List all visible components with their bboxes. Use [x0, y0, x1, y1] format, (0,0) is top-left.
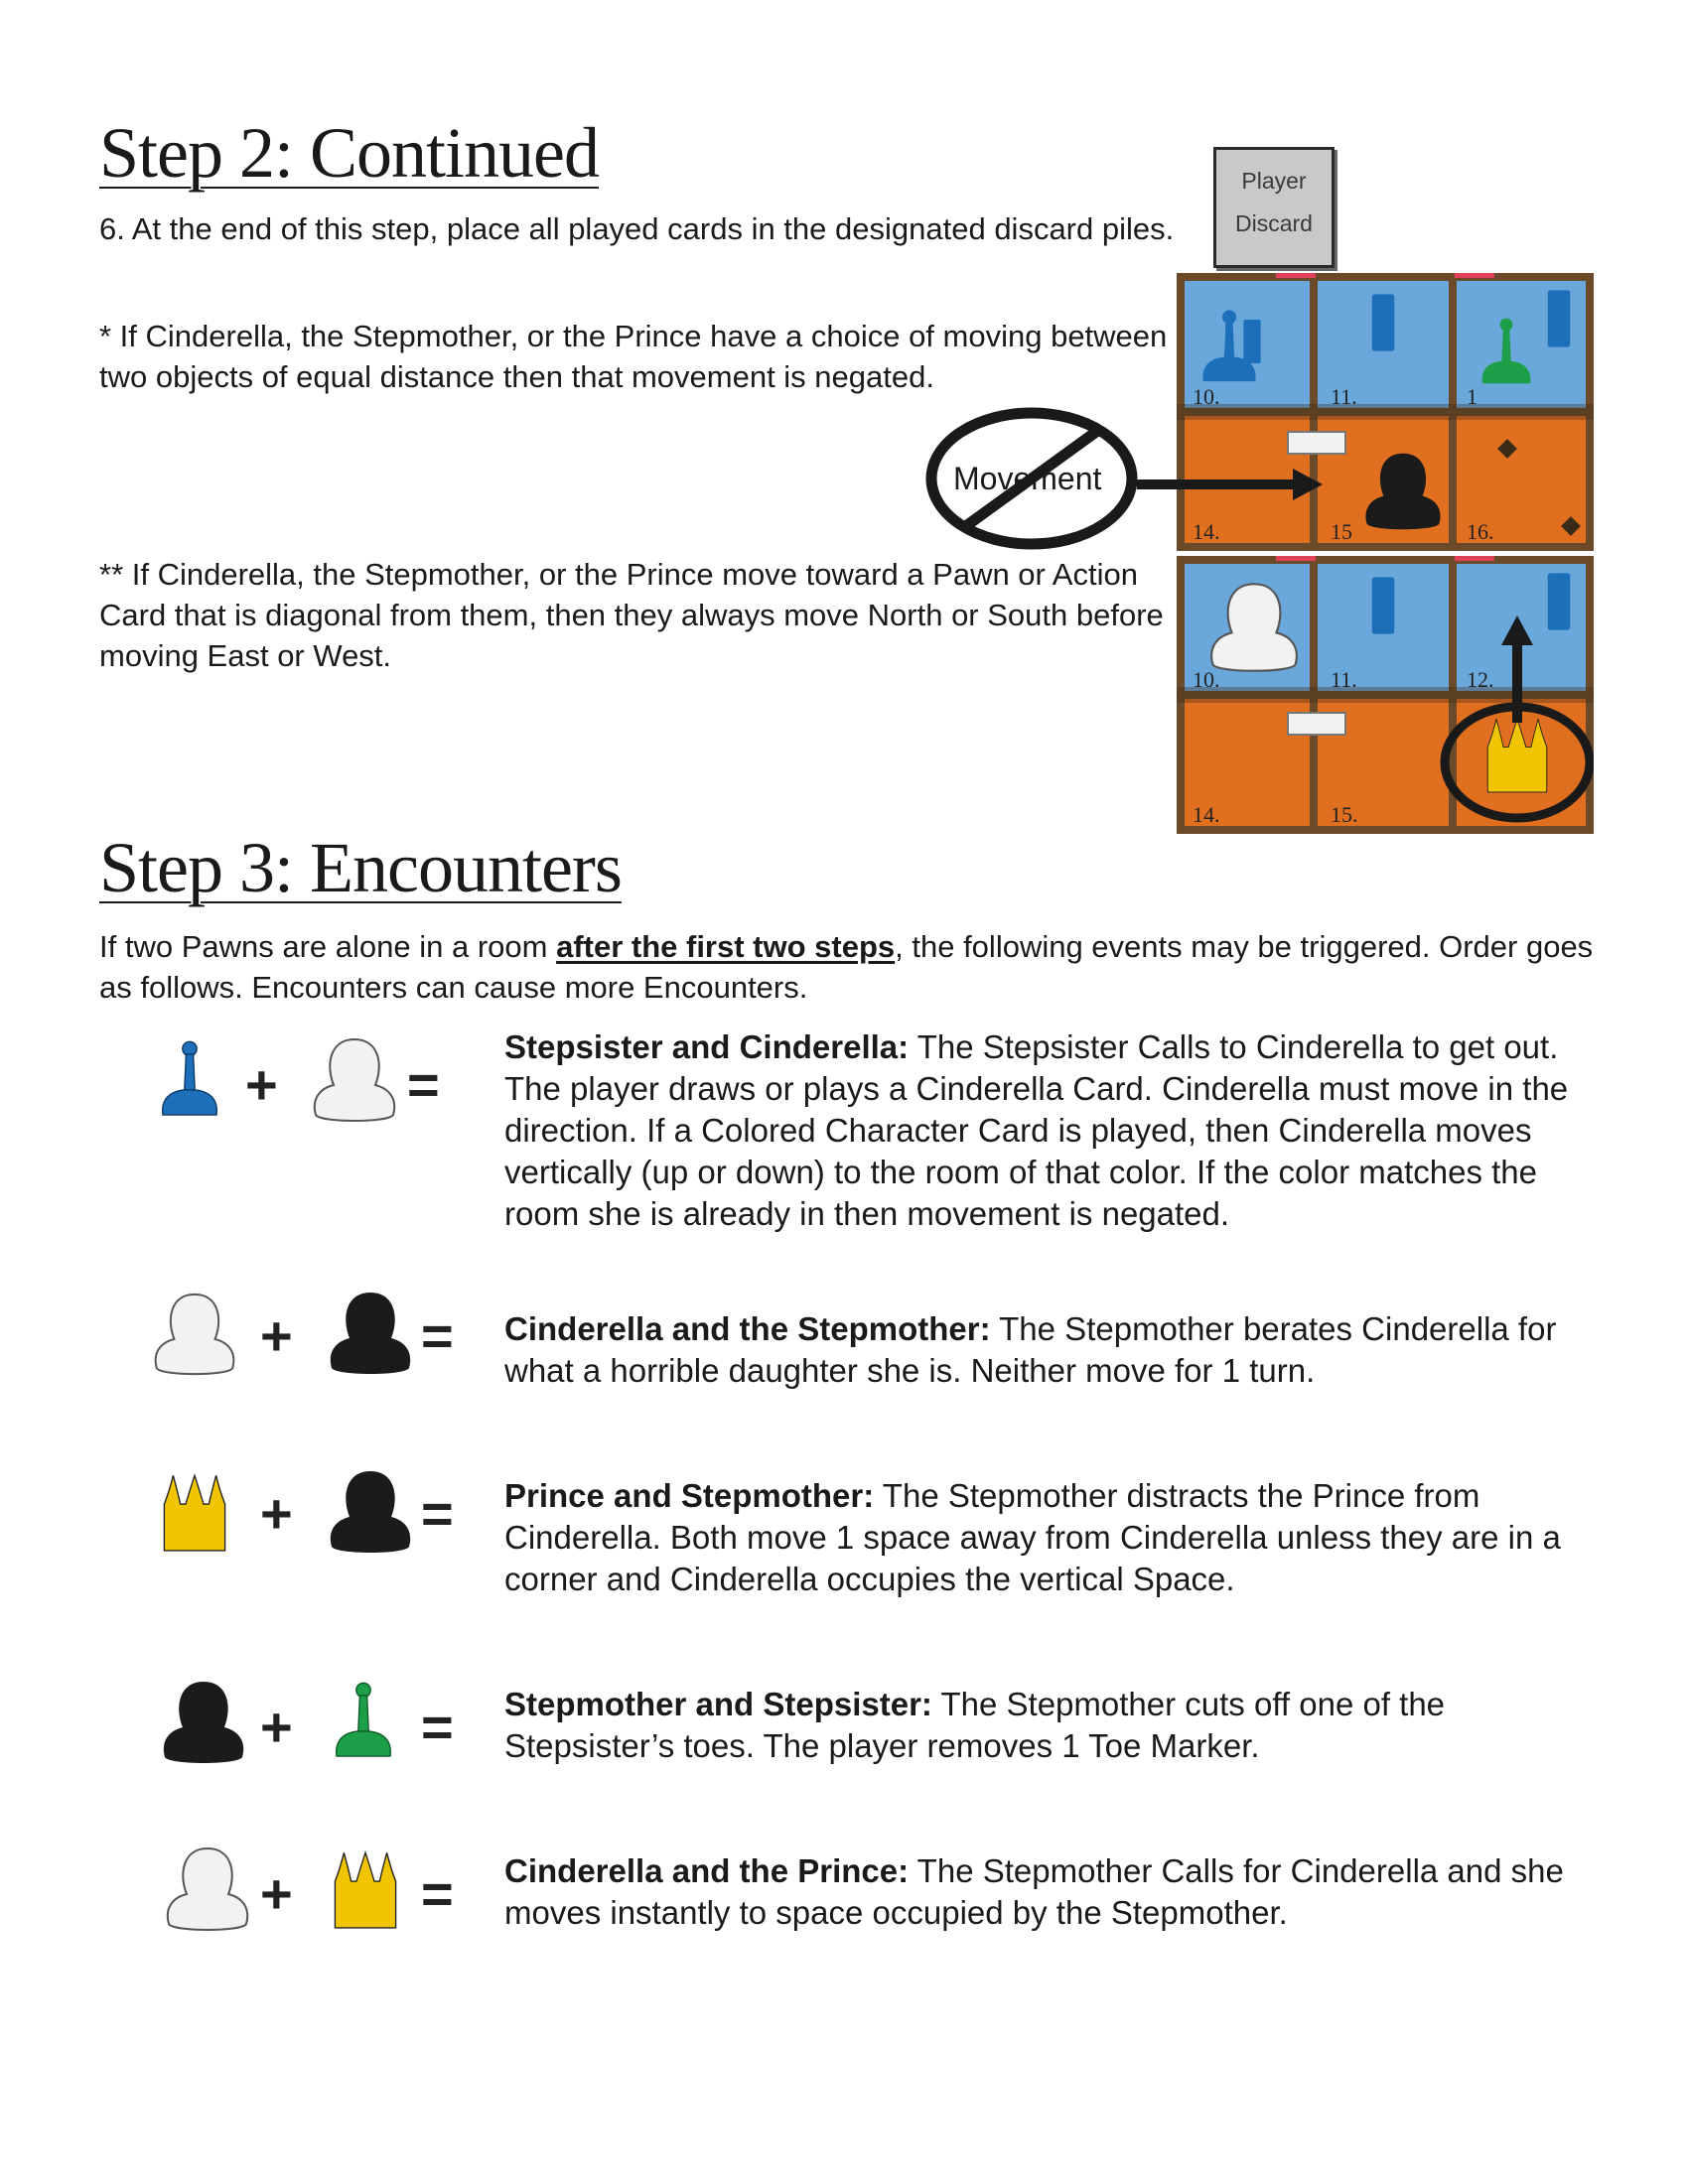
equals-sign: =	[421, 1482, 454, 1545]
green-stepsister-pawn-icon	[328, 1678, 399, 1765]
discard-label-line1: Player	[1241, 168, 1307, 194]
step2-rule-6: 6. At the end of this step, place all played cards in the designated discard piles.	[99, 211, 1175, 246]
plus-sign: +	[260, 1862, 293, 1925]
cinderella-pawn-icon	[163, 1844, 252, 1934]
room-number: 11.	[1331, 667, 1357, 692]
blue-stepsister-pawn-icon	[154, 1037, 225, 1123]
step3-intro: If two Pawns are alone in a room after the first two steps, the following events may be triggered. Order goes as follows. Encounters can cause more Encounters.	[99, 929, 1594, 1005]
encounter-cinderella-stepmother: Cinderella and the Stepmother: The Stepmother berates Cinderella for what a horrible daughter she is. Neither move for 1 turn.	[504, 1310, 1557, 1389]
equals-sign: =	[421, 1862, 454, 1925]
vase-icon	[1372, 577, 1395, 633]
negated-movement-overlay	[923, 397, 1340, 556]
room-number: 14.	[1193, 519, 1220, 544]
room-number: 14.	[1193, 802, 1220, 827]
cinderella-pawn-icon	[151, 1291, 238, 1378]
stepmother-pawn-icon	[159, 1678, 248, 1767]
plus-sign: +	[260, 1482, 293, 1545]
equals-sign: =	[421, 1696, 454, 1758]
prince-crown-icon	[159, 1473, 230, 1555]
arrow-right-icon	[1293, 469, 1323, 500]
room-number: 1	[1467, 384, 1477, 409]
vase-icon	[1548, 573, 1571, 629]
plus-sign: +	[260, 1696, 293, 1758]
step2-heading: Step 2: Continued	[99, 113, 599, 193]
room-number: 10.	[1193, 667, 1220, 692]
encounter-prince-stepmother: Prince and Stepmother: The Stepmother distracts the Prince from Cinderella. Both move 1 space away from Cinderella unless they are in a corner and Cinderella occupies the vertical Space.	[504, 1477, 1561, 1597]
step2-note-equal-distance: * If Cinderella, the Stepmother, or the Prince have a choice of moving between two objects of equal distance then that movement is negated.	[99, 319, 1168, 394]
vase-icon	[1548, 290, 1571, 346]
step3-intro-emphasis: after the first two steps	[556, 929, 896, 964]
discard-label-line2: Discard	[1235, 210, 1313, 236]
room-number: 12.	[1467, 667, 1494, 692]
room-number: 15	[1331, 519, 1352, 544]
room-number: 11.	[1331, 384, 1357, 409]
player-discard-pile	[1213, 147, 1335, 268]
room-number: 16.	[1467, 519, 1494, 544]
step2-note-diagonal: ** If Cinderella, the Stepmother, or the Prince move toward a Pawn or Action Card that is diagonal from them, then they always move North or South before moving East or West.	[99, 557, 1164, 673]
stepmother-pawn-icon	[326, 1289, 415, 1378]
step3-heading: Step 3: Encounters	[99, 828, 622, 907]
equals-sign: =	[421, 1304, 454, 1367]
bench-icon	[1288, 713, 1345, 735]
encounter-stepmother-stepsister: Stepmother and Stepsister: The Stepmother cuts off one of the Stepsister’s toes. The player removes 1 Toe Marker.	[504, 1686, 1446, 1764]
negated-movement-label: Movement	[953, 461, 1102, 496]
cinderella-pawn-icon	[310, 1035, 399, 1125]
vase-icon	[1243, 320, 1260, 363]
prince-crown-icon	[1487, 719, 1547, 792]
prince-crown-icon	[330, 1850, 401, 1932]
board-example-diagonal	[1177, 556, 1594, 834]
vase-icon	[1372, 294, 1395, 350]
stepmother-pawn-icon	[326, 1467, 415, 1557]
encounter-cinderella-prince: Cinderella and the Prince: The Stepmother Calls for Cinderella and she moves instantly to space occupied by the Stepmother.	[504, 1852, 1564, 1931]
plus-sign: +	[245, 1053, 278, 1116]
equals-sign: =	[407, 1053, 440, 1116]
room-number: 15.	[1331, 802, 1358, 827]
room-number: 10.	[1193, 384, 1220, 409]
plus-sign: +	[260, 1304, 293, 1367]
encounter-stepsister-cinderella: Stepsister and Cinderella: The Stepsister Calls to Cinderella to get out. The player draws or plays a Cinderella Card. Cinderella must move in the direction. If a Colored Character Card is played, then Cinderella moves vertically (up or down) to the room of that color. If the color matches the room she is already in then movement is negated.	[504, 1028, 1569, 1232]
